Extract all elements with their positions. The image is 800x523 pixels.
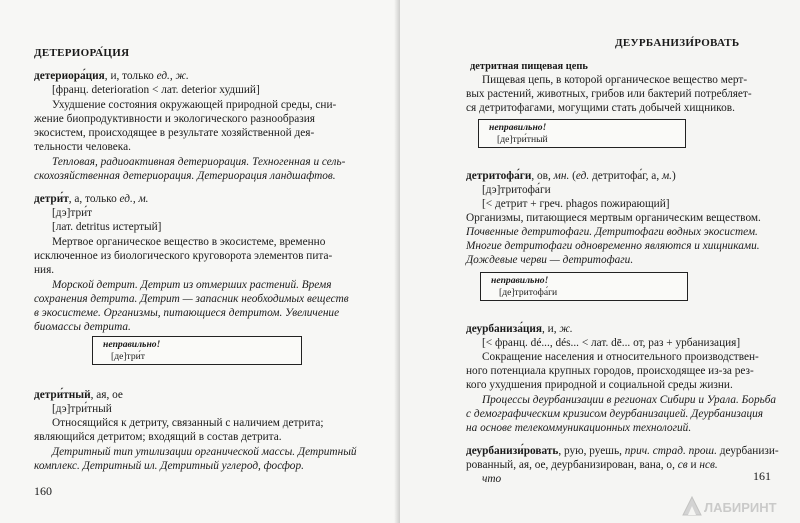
headword: деурбанизи́ровать [466,445,559,457]
grammar-object: что [482,473,502,485]
pronunciation: [дэ]тритофа́ги [482,184,551,196]
example-line: Почвенные детритофаги. Детритофаги водных экосистем. [466,226,758,238]
example-line: комплекс. Детритный ил. Детритный углерод, фосфор. [34,460,304,472]
grammar: детритофа́г, а, [589,170,662,182]
headword: детериора́ция [34,70,105,82]
grammar-italic: прич. страд. прош. [624,445,717,457]
example-line: Тепловая, радиоактивная детериорация. Техногенная и сель- [52,156,346,168]
definition-line: Мертвое органическое вещество в экосистеме, временно [52,236,326,248]
example-line: скохозяйственная детериорация. Детериорация ландшафтов. [34,170,336,182]
grammar: ( [569,170,576,182]
entry-headword-line [34,389,123,402]
left-page [0,0,396,523]
entry-headword-line [466,323,573,336]
grammar: рованный, ая, ое, деурбанизирован, вана, о, [466,459,678,471]
example-line: сохранения детрита. Детрит — запасник необходимых веществ [34,293,349,305]
example-line: Процессы деурбанизации в регионах Сибири и Урала. Борьба [482,394,777,406]
example-line: биомассы детрита. [34,321,131,333]
grammar: , и, только [104,70,157,82]
incorrect-value: [де]тритофа́ги [499,287,558,298]
grammar: , ая, ое [90,389,123,401]
entry-headword-line [34,193,149,206]
headword: детритофа́ги [466,170,532,182]
etymology: [франц. deterioration < лат. deterior худший] [52,84,260,96]
incorrect-label: неправильно! [489,122,547,133]
definition-line: ного потенциала крупных городов, происходящее из-за рез- [466,365,754,377]
incorrect-label: неправильно! [491,275,549,286]
grammar-line [466,459,718,472]
example-line: Дождевые черви — детритофаги. [466,254,634,266]
example-line: на основе телекоммуникационных технологий. [466,422,692,434]
page-number-right: 161 [753,469,771,483]
etymology: [< детрит + греч. phagos пожирающий] [482,198,670,210]
example-line: с демографическим кризисом деурбанизацией. Деурбанизация [466,408,764,420]
grammar: , а, только [68,193,120,205]
subentry-headword: детритная пищевая цепь [470,61,588,72]
pronunciation: [дэ]три́т [52,207,93,219]
definition-line: Организмы, питающиеся мертвым органическим веществом. [466,212,761,224]
grammar: ) [672,170,676,182]
labirint-watermark-logo [680,491,795,519]
definition-line: Пищевая цепь, в которой органическое вещество мерт- [482,74,748,86]
definition-line: тельности человека. [34,141,131,153]
grammar: , рую, руешь, [558,445,625,457]
incorrect-label: неправильно! [103,339,161,350]
grammar-italic: мн. [553,170,570,182]
definition-line: ния. [34,264,55,276]
definition-line: являющийся детритом; входящий в состав детрита. [34,431,282,443]
grammar: , ов, [531,170,554,182]
incorrect-pronunciation-box [478,119,686,148]
definition-line: Сокращение населения и относительного производствен- [482,351,759,363]
example-line: Морской детрит. Детрит из отмерших растений. Время [52,279,332,291]
definition-line: Относящийся к детриту, связанный с наличием детрита; [52,417,324,429]
incorrect-pronunciation-box [480,272,688,301]
grammar-italic: м. [661,170,673,182]
definition-line: экосистем, происходящее в результате хозяйственной дея- [34,127,315,139]
page-number-left: 160 [34,484,52,498]
etymology: [лат. detritus истертый] [52,221,162,233]
running-head-right: ДЕУРБАНИЗИ́РОВАТЬ [615,37,740,49]
logo-text: ЛАБИРИНТ [704,500,777,515]
entry-headword-line [466,170,676,183]
headword: деурбаниза́ция [466,323,543,335]
grammar-italic: ед., м. [119,193,149,205]
grammar-italic: нсв. [699,459,718,471]
definition-line: кого ухудшения природной и социальной среды жизни. [466,379,733,391]
etymology: [< франц. dé..., dés... < лат. dē... от, раз + урбанизация] [482,337,741,349]
example-line: Многие детритофаги одновременно являются и хищниками. [466,240,760,252]
grammar-italic: св [677,459,688,471]
running-head-left: ДЕТЕРИОРА́ЦИЯ [34,47,130,59]
grammar-italic: ед. [575,170,590,182]
grammar-italic: ед., ж. [156,70,189,82]
incorrect-pronunciation-box [92,336,302,365]
definition-line: вых растений, животных, грибов или бактерий потребляет- [466,88,752,100]
incorrect-value: [де]три́т [111,351,145,362]
definition-line: Ухудшение состояния окружающей природной среды, сни- [52,99,337,111]
right-page [400,0,800,523]
entry-headword-line [466,445,779,458]
example-line: в экосистеме. Организмы, питающиеся детритом. Увеличение [34,307,340,319]
incorrect-value: [де]три́тный [497,134,548,145]
pronunciation: [дэ]три́тный [52,403,112,415]
entry-headword-line [34,70,189,83]
headword: детри́т [34,193,69,205]
definition-line: ся детритофагами, могущими стать добычей хищников. [466,102,735,114]
grammar: деурбанизи- [716,445,779,457]
grammar: , и, [542,323,560,335]
grammar: и [687,459,700,471]
definition-line: исключенное из биологического круговорота элементов пита- [34,250,333,262]
definition-line: жение биопродуктивности и экологического разнообразия [34,113,315,125]
grammar-italic: ж. [559,323,573,335]
headword: детри́тный [34,389,91,401]
example-line: Детритный тип утилизации органической массы. Детритный [52,446,357,458]
